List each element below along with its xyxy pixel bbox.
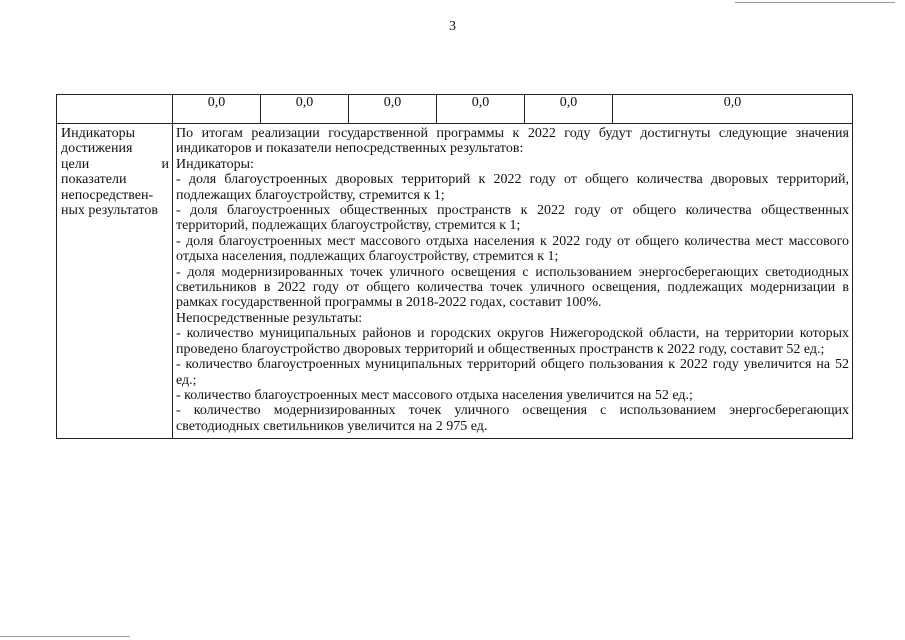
label-line: Индикаторы — [61, 126, 135, 141]
indicator-item: - доля благоустроенных общественных пространств к 2022 году от общего количества общественных территорий, подлежащих благоустройству, стремится к 1; — [176, 203, 849, 234]
program-table — [56, 94, 853, 439]
label-word: цели — [61, 156, 90, 172]
value-cell: 0,0 — [613, 95, 853, 124]
indicator-item: - доля модернизированных точек уличного освещения с использованием энергосберегающих светодиодных светильников в 2022 году от общего количества точек уличного освещения, подлежащих модернизации в рамках государственной программы в 2018-2022 годах, составит 100%. — [176, 264, 849, 311]
label-line: непосредствен- — [61, 187, 154, 203]
indicators-label-cell — [57, 124, 173, 439]
value-cell: 0,0 — [525, 95, 613, 124]
values-row — [57, 95, 853, 124]
value-cell: 0,0 — [349, 95, 437, 124]
label-line: ных результатов — [61, 203, 158, 219]
result-item: - количество благоустроенных муниципальных территорий общего пользования к 2022 году увеличится на 52 ед.; — [176, 357, 849, 388]
indicator-item: - доля благоустроенных мест массового отдыха населения к 2022 году от общего количества мест массового отдыха населения, подлежащих благоустройству, стремится к 1; — [176, 233, 849, 265]
intro-paragraph: По итогам реализации государственной программы к 2022 году будут достигнуты следующие значения индикаторов и показатели непосредственных результатов: — [176, 126, 849, 157]
empty-label-cell — [57, 95, 173, 124]
result-item: - количество модернизированных точек уличного освещения с использованием энергосберегающих светодиодных светильников увеличится на 2 975 ед. — [176, 403, 849, 434]
result-item: - количество муниципальных районов и городских округов Нижегородской области, на территории которых проведено благоустройство дворовых территорий и общественных пространств к 2022 году, составит 52 ед.; — [176, 326, 849, 357]
scan-edge-mark — [735, 2, 895, 3]
indicators-heading: Индикаторы: — [176, 156, 254, 172]
result-item: - количество благоустроенных мест массового отдыха населения увеличится на 52 ед.; — [176, 387, 693, 403]
indicators-row — [57, 124, 853, 439]
indicator-item: - доля благоустроенных дворовых территорий к 2022 году от общего количества дворовых территорий, подлежащих благоустройству, стремится к 1; — [176, 172, 849, 203]
value-cell: 0,0 — [173, 95, 261, 124]
label-word: и — [161, 156, 169, 172]
label-line: достижения — [61, 141, 133, 157]
indicators-content-cell — [173, 124, 853, 439]
results-heading: Непосредственные результаты: — [176, 310, 363, 326]
label-line: показатели — [61, 172, 127, 188]
scan-edge-mark — [0, 636, 130, 637]
value-cell: 0,0 — [437, 95, 525, 124]
label-line — [61, 157, 169, 172]
page-number: 3 — [449, 19, 456, 34]
value-cell: 0,0 — [261, 95, 349, 124]
